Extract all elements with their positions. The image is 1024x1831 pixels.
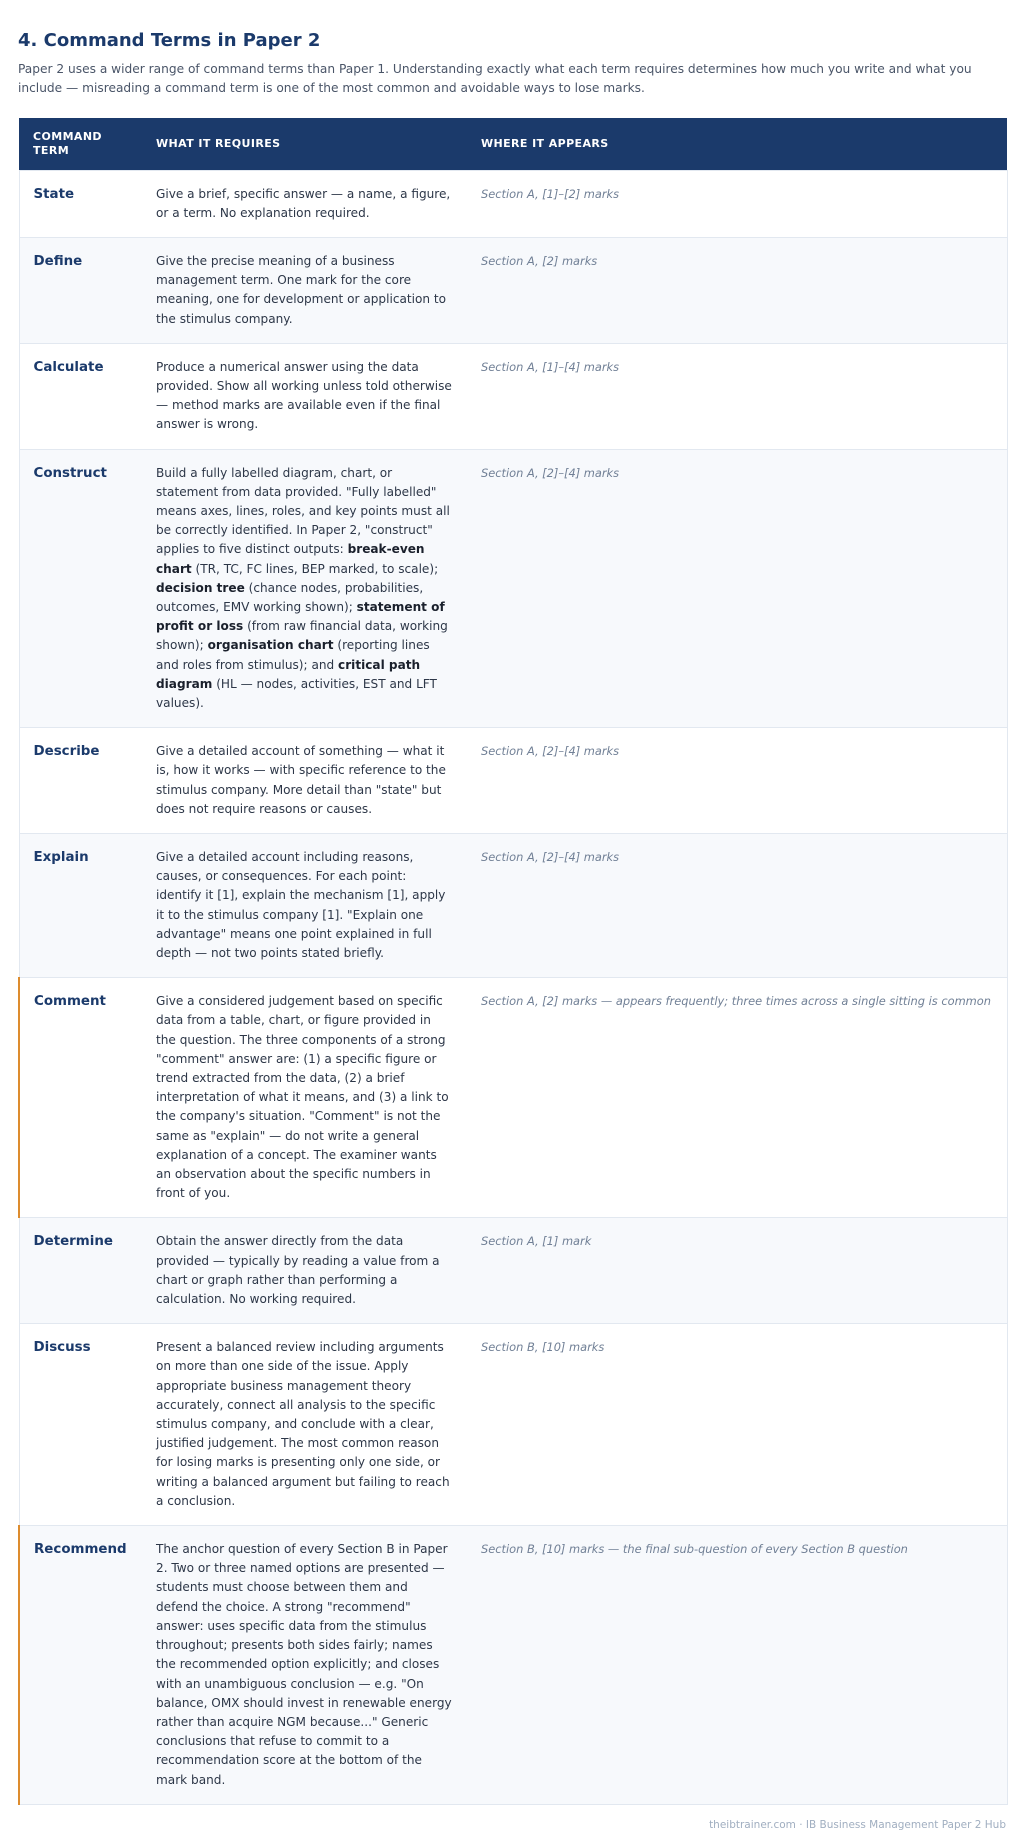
table-body — [19, 170, 1007, 1804]
command-terms-table — [18, 118, 1008, 1805]
command-term-label: Comment — [34, 994, 106, 1010]
requirement-segment: Give a detailed account of something — what it is, how it works — with specific reference to the stimulus company. More detail than "state" but does not require reasons or causes. — [156, 744, 446, 816]
table-row-state — [19, 170, 1007, 237]
cell-command-term — [19, 237, 142, 343]
requirement-segment: Give a brief, specific answer — a name, a figure, or a term. No explanation required. — [156, 186, 451, 220]
table-row-determine — [19, 1218, 1007, 1324]
where-it-appears-text: Section A, [2] marks — appears frequently; three times across a single sitting is common — [481, 994, 991, 1009]
requirement-bold-term: organisation chart — [207, 638, 334, 653]
where-it-appears-text: Section A, [1] mark — [481, 1234, 592, 1249]
requirement-text — [156, 742, 453, 819]
cell-command-term — [19, 833, 142, 977]
requirement-text — [156, 252, 453, 329]
command-term-label: Discuss — [33, 1340, 91, 1356]
command-term-label: Define — [33, 253, 83, 269]
section-intro: Paper 2 uses a wider range of command terms than Paper 1. Understanding exactly what each term requires determines how much you write and what you include — misreading a command term is one of the most common and avoidable ways to lose marks. — [18, 62, 972, 95]
cell-where-it-appears — [467, 449, 1007, 728]
table-row-explain — [19, 833, 1007, 977]
requirement-text — [156, 185, 453, 223]
cell-command-term — [19, 1324, 142, 1526]
table-row-describe — [19, 728, 1007, 834]
cell-what-it-requires — [142, 237, 467, 343]
cell-where-it-appears — [467, 1324, 1007, 1526]
requirement-segment: (HL — nodes, activities, EST and LFT values). — [156, 676, 437, 710]
where-it-appears-text: Section A, [1]–[2] marks — [481, 186, 620, 201]
cell-where-it-appears — [467, 728, 1007, 834]
requirement-text — [156, 848, 453, 963]
section-title: 4. Command Terms in Paper 2 — [18, 30, 321, 51]
cell-where-it-appears — [467, 978, 1007, 1218]
table-header-row — [19, 118, 1007, 170]
cell-where-it-appears — [467, 1526, 1007, 1805]
requirement-segment: Present a balanced review including arguments on more than one side of the issue. Apply appropriate business management theory accurately, connect all analysis to the specific stimulus company, and conclude with a clear, justified judgement. The most common reason for losing marks is presenting only one side, or writing a balanced argument but failing to reach a conclusion. — [156, 1340, 450, 1508]
table-row-discuss — [19, 1324, 1007, 1526]
cell-where-it-appears — [467, 343, 1007, 449]
cell-what-it-requires — [142, 343, 467, 449]
where-it-appears-text: Section A, [1]–[4] marks — [481, 359, 620, 374]
cell-command-term — [19, 1526, 142, 1805]
cell-command-term — [19, 978, 142, 1218]
requirement-text — [156, 1338, 453, 1511]
requirement-bold-term: statement of profit or loss — [156, 599, 445, 634]
requirement-segment: Produce a numerical answer using the data provided. Show all working unless told otherwise — method marks are available even if the final answer is wrong. — [156, 359, 452, 432]
requirement-text — [156, 992, 453, 1203]
cell-command-term — [19, 343, 142, 449]
where-it-appears-text: Section B, [10] marks — [481, 1340, 605, 1355]
command-term-label: Describe — [33, 744, 100, 760]
requirement-segment: Give the precise meaning of a business management term. One mark for the core meaning, one for development or application to the stimulus company. — [156, 253, 447, 326]
command-term-label: Determine — [33, 1234, 113, 1250]
cell-where-it-appears — [467, 237, 1007, 343]
requirement-segment: (chance nodes, probabilities, outcomes, EMV working shown); — [156, 580, 424, 614]
table-row-comment — [19, 978, 1007, 1218]
page-footer: theibtrainer.com · IB Business Management Paper 2 Hub — [709, 1818, 1006, 1831]
command-term-label: State — [33, 186, 75, 202]
where-it-appears-text: Section A, [2]–[4] marks — [481, 744, 620, 759]
cell-command-term — [19, 728, 142, 834]
command-term-label: Construct — [33, 465, 107, 481]
requirement-segment: The anchor question of every Section B in Paper 2. Two or three named options are presented — students must choose between them and defend the choice. A strong "recommend" answer: uses specific data from the stimulus throughout; presents both sides fairly; names the recommended option explicitly; and closes with an unambiguous conclusion — e.g. "On balance, OMX should invest in renewable energy rather than acquire NGM because..." Generic conclusions that refuse to commit to a recommendation score at the bottom of the mark band. — [156, 1542, 452, 1787]
column-header-where-it-appears: WHERE IT APPEARS — [467, 118, 1007, 170]
table-header — [19, 118, 1007, 170]
cell-what-it-requires — [142, 1218, 467, 1324]
column-header-command-term: COMMAND TERM — [19, 118, 142, 170]
where-it-appears-text: Section A, [2] marks — [481, 253, 598, 268]
requirement-bold-term: break-even chart — [156, 542, 425, 576]
requirement-segment: Obtain the answer directly from the data provided — typically by reading a value from a chart or graph rather than performing a calculation. No working required. — [156, 1234, 440, 1307]
cell-what-it-requires — [142, 833, 467, 977]
where-it-appears-text: Section B, [10] marks — the final sub-question of every Section B question — [481, 1542, 908, 1557]
cell-what-it-requires — [142, 728, 467, 834]
command-term-label: Recommend — [34, 1542, 127, 1558]
column-header-what-it-requires: WHAT IT REQUIRES — [142, 118, 467, 170]
requirement-bold-term: decision tree — [156, 580, 245, 595]
cell-command-term — [19, 449, 142, 728]
requirement-bold-term: critical path diagram — [156, 657, 421, 691]
table-row-calculate — [19, 343, 1007, 449]
requirement-segment: (reporting lines and roles from stimulus); and — [156, 638, 430, 672]
cell-where-it-appears — [467, 170, 1007, 237]
cell-what-it-requires — [142, 978, 467, 1218]
cell-where-it-appears — [467, 1218, 1007, 1324]
cell-what-it-requires — [142, 170, 467, 237]
cell-what-it-requires — [142, 1324, 467, 1526]
requirement-segment: (from raw financial data, working shown); — [156, 619, 448, 653]
cell-where-it-appears — [467, 833, 1007, 977]
cell-what-it-requires — [142, 449, 467, 728]
cell-command-term — [19, 1218, 142, 1324]
requirement-segment: (TR, TC, FC lines, BEP marked, to scale); — [191, 561, 439, 576]
requirement-text — [156, 358, 453, 435]
cell-command-term — [19, 170, 142, 237]
table-row-define — [19, 237, 1007, 343]
requirement-text — [156, 1540, 453, 1790]
command-term-label: Explain — [33, 849, 89, 865]
cell-what-it-requires — [142, 1526, 467, 1805]
where-it-appears-text: Section A, [2]–[4] marks — [481, 465, 620, 480]
requirement-text — [156, 1232, 453, 1309]
table-row-recommend — [19, 1526, 1007, 1805]
table-row-construct — [19, 449, 1007, 728]
requirement-segment: Build a fully labelled diagram, chart, or statement from data provided. "Fully labelled" means axes, lines, roles, and key points must all be correctly identified. In Paper 2, "construct" applies to five distinct outputs: — [156, 465, 450, 557]
requirement-segment: Give a considered judgement based on specific data from a table, chart, or figure provided in the question. The three components of a strong "comment" answer are: (1) a specific figure or trend extracted from the data, (2) a brief interpretation of what it means, and (3) a link to the company's situation. "Comment" is not the same as "explain" — do not write a general explanation of a concept. The examiner wants an observation about the specific numbers in front of you. — [156, 994, 449, 1201]
command-term-label: Calculate — [33, 359, 104, 375]
where-it-appears-text: Section A, [2]–[4] marks — [481, 849, 620, 864]
requirement-text — [156, 464, 453, 714]
requirement-segment: Give a detailed account including reasons, causes, or consequences. For each point: identify it [1], explain the mechanism [1], apply it to the stimulus company [1]. "Explain one advantage" means one point explained in full depth — not two points stated briefly. — [156, 849, 446, 960]
